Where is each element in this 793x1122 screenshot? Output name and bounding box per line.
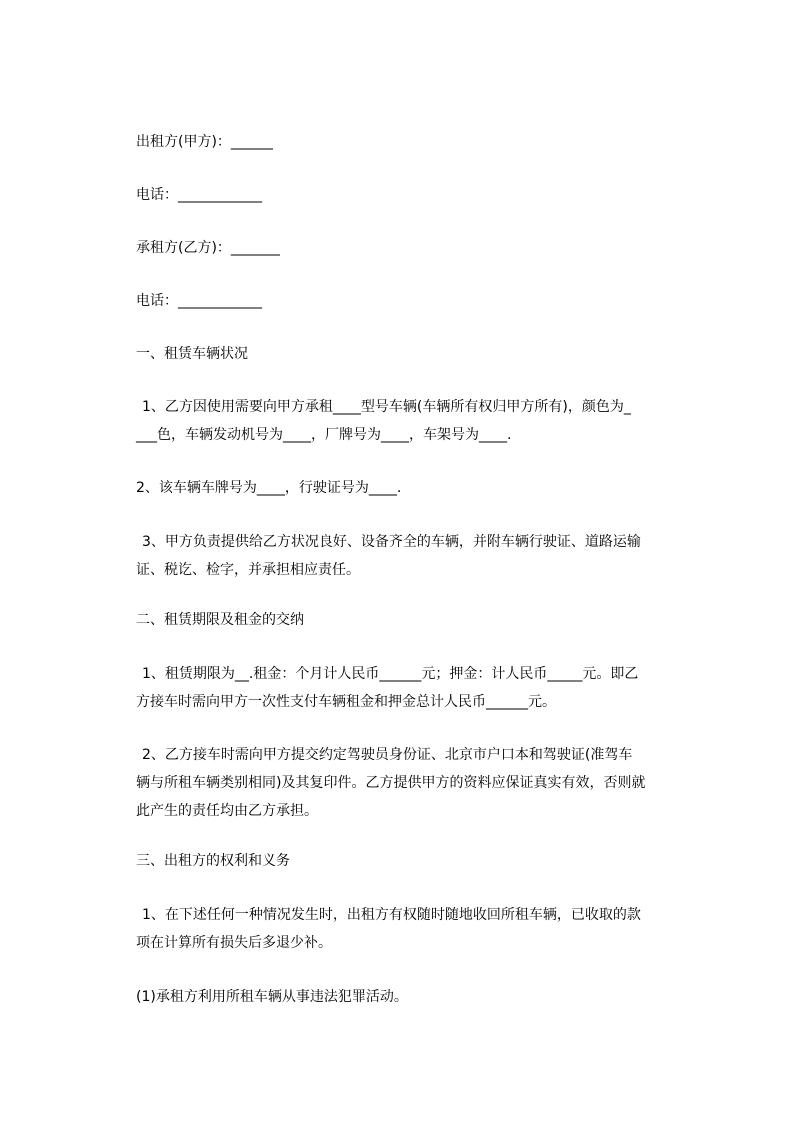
lessor-phone-line: 电话：____________ [136, 187, 262, 203]
lessee-line: 承租方(乙方)：_______ [136, 240, 280, 256]
clause-2-2-line-3: 此产生的责任均由乙方承担。 [136, 803, 318, 819]
clause-2-2-line-2: 辆与所租车辆类别相同)及其复印件。乙方提供甲方的资料应保证真实有效，否则就 [136, 775, 646, 791]
clause-3-1-item-1: (1)承租方利用所租车辆从事违法犯罪活动。 [136, 989, 408, 1005]
clause-1-2: 2、该车辆车牌号为____，行驶证号为____. [136, 480, 402, 496]
clause-1-1-line-2: ___色，车辆发动机号为____，厂牌号为____，车架号为____. [136, 427, 512, 443]
clause-1-3-line-1: 3、甲方负责提供给乙方状况良好、设备齐全的车辆，并附车辆行驶证、道路运输 [142, 534, 641, 550]
clause-1-3-line-2: 证、税讫、检字，并承担相应责任。 [136, 562, 360, 578]
clause-2-2-line-1: 2、乙方接车时需向甲方提交约定驾驶员身份证、北京市户口本和驾驶证(准驾车 [142, 747, 633, 763]
clause-2-1-line-1: 1、租赁期限为__.租金：个月计人民币______元；押金：计人民币_____元。即乙 [142, 666, 639, 682]
clause-2-1-line-2: 方接车时需向甲方一次性支付车辆租金和押金总计人民币______元。 [136, 694, 556, 710]
section-heading-3: 三、出租方的权利和义务 [136, 853, 290, 869]
lessee-phone-line: 电话：____________ [136, 293, 262, 309]
clause-3-1-line-2: 项在计算所有损失后多退少补。 [136, 935, 332, 951]
clause-1-1-line-1: 1、乙方因使用需要向甲方承租____型号车辆(车辆所有权归甲方所有)，颜色为_ [142, 399, 631, 415]
clause-3-1-line-1: 1、在下述任何一种情况发生时，出租方有权随时随地收回所租车辆，已收取的款 [142, 907, 641, 923]
section-heading-1: 一、租赁车辆状况 [136, 346, 248, 362]
lessor-line: 出租方(甲方)：______ [136, 134, 273, 150]
section-heading-2: 二、租赁期限及租金的交纳 [136, 612, 304, 628]
